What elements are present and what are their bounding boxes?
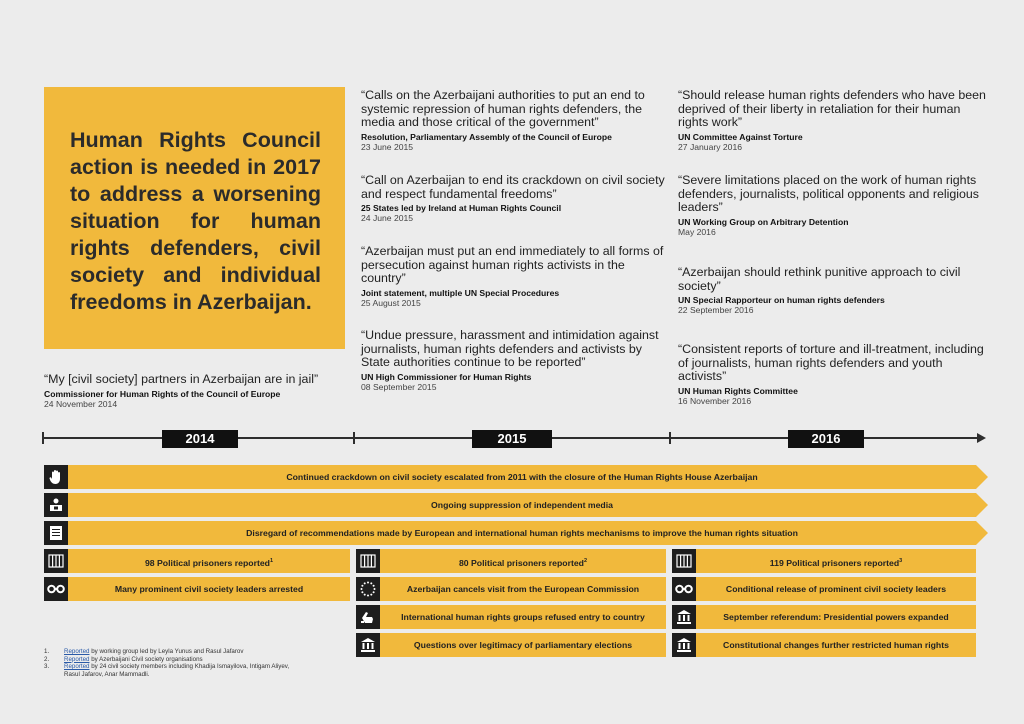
bar-prisoners-2014 <box>68 549 350 573</box>
footnote-marker: 3 <box>899 558 903 564</box>
quote-source: Commissioner for Human Rights of the Council of Europe <box>44 388 281 399</box>
quote-text: “Severe limitations placed on the work of human rights defenders, journalists, political opponents and religious leaders” <box>678 173 980 214</box>
quote-text: “My [civil society] partners in Azerbaijan are in jail” <box>44 372 319 386</box>
quote-date: 23 June 2015 <box>361 141 414 152</box>
prison-bars-icon <box>356 549 380 573</box>
quote-date: 16 November 2016 <box>678 395 752 406</box>
footnote <box>44 648 294 656</box>
document-icon <box>44 521 68 545</box>
bar-media <box>44 493 976 517</box>
quote-text: “Undue pressure, harassment and intimidation against journalists, human rights defenders and activists by State authorities continue to be reported” <box>361 328 659 369</box>
bar-ec-visit-2015 <box>380 577 666 601</box>
quote-text: “Should release human rights defenders who have been deprived of their liberty in retaliation for their human rights work” <box>678 88 986 129</box>
footnote <box>44 663 294 678</box>
prison-bars-icon <box>44 549 68 573</box>
quote-source: UN Human Rights Committee <box>678 385 798 396</box>
handcuffs-icon <box>672 577 696 601</box>
bar-elections-2015 <box>380 633 666 657</box>
timeline-tick <box>353 432 355 444</box>
footnote-marker: 2 <box>583 558 588 564</box>
footnote-text: by Azerbaijani Civil society organisations <box>89 655 203 663</box>
quote-date: 25 August 2015 <box>361 297 421 308</box>
footnote-link[interactable]: Reported <box>64 655 90 663</box>
footnote-text: by working group led by Leyla Yunus and Rasul Jafarov <box>89 648 244 655</box>
bar-entry-refused-2015 <box>380 605 666 629</box>
quote-human-rights-committee <box>678 343 988 406</box>
quote-text: “Call on Azerbaijan to end its crackdown on civil society and respect fundamental freedoms” <box>361 173 665 201</box>
bar-arrowhead <box>976 465 988 489</box>
bar-label: Continued crackdown on civil society escalated from 2011 with the closure of the Human Rights House Azerbaijan <box>286 472 758 482</box>
quote-source: UN Working Group on Arbitrary Detention <box>678 216 849 227</box>
year-2014: 2014 <box>162 430 238 448</box>
handcuffs-icon <box>44 577 68 601</box>
bar-label: Questions over legitimacy of parliamentary elections <box>413 640 633 650</box>
footnote-number: 3. <box>44 663 50 670</box>
quote-text: “Azerbaijan should rethink punitive approach to civil society” <box>678 265 961 293</box>
bar-label: 119 Political prisoners reported <box>769 557 900 568</box>
bar-label: Azerbaijan cancels visit from the European Commission <box>406 584 640 594</box>
reporter-icon <box>44 493 68 517</box>
quote-special-procedures <box>361 245 671 308</box>
quote-25-states <box>361 174 671 223</box>
bar-label: International human rights groups refused entry to country <box>401 612 645 622</box>
headline-box <box>44 87 345 349</box>
quote-date: 24 November 2014 <box>44 398 118 409</box>
quote-commissioner-coe <box>44 373 354 409</box>
stop-hand-icon <box>44 465 68 489</box>
quote-arbitrary-detention <box>678 174 988 237</box>
year-2016: 2016 <box>788 430 864 448</box>
quote-source: 25 States led by Ireland at Human Rights Council <box>361 203 562 213</box>
timeline-tick <box>42 432 44 444</box>
bar-prisoners-2015 <box>380 549 666 573</box>
quote-committee-against-torture <box>678 89 988 152</box>
bar-constitution-2016 <box>696 633 976 657</box>
government-building-icon <box>356 633 380 657</box>
quote-text: “Calls on the Azerbaijani authorities to put an end to systemic repression of human rights defenders, the media and those critical of the government” <box>361 88 645 129</box>
footnote-number: 1. <box>44 648 50 655</box>
year-2015: 2015 <box>472 430 552 448</box>
timeline-tick <box>669 432 671 444</box>
bar-label: September referendum: Presidential powers expanded <box>723 612 949 622</box>
quote-date: 08 September 2015 <box>361 381 437 392</box>
quote-date: 22 September 2016 <box>678 305 754 315</box>
footnote-marker: 1 <box>269 558 274 564</box>
footnote-text: by 24 civil society members including Khadija Ismayilova, Intigam Aliyev, Rasul Jafarov, Anar Mammadli. <box>64 663 290 678</box>
bar-recommendations <box>44 521 976 545</box>
headline: Human Rights Council action is needed in 2017 to address a worsening situation for human rights defenders, civil society and individual freedoms in Azerbaijan. <box>70 128 321 314</box>
bar-release-2016 <box>696 577 976 601</box>
quote-source: Joint statement, multiple UN Special Procedures <box>361 287 560 298</box>
bar-label: 80 Political prisoners reported <box>458 557 584 568</box>
bar-label: Ongoing suppression of independent media <box>431 500 613 510</box>
government-building-icon <box>672 633 696 657</box>
timeline-arrow <box>977 433 986 443</box>
bar-prisoners-2016 <box>696 549 976 573</box>
quote-source: UN Committee Against Torture <box>678 131 803 142</box>
bar-arrowhead <box>976 521 988 545</box>
quote-date: May 2016 <box>678 226 716 237</box>
quote-source: UN Special Rapporteur on human rights defenders <box>678 295 885 305</box>
bar-label: 98 Political prisoners reported <box>144 557 270 568</box>
bar-arrowhead <box>976 493 988 517</box>
quote-high-commissioner <box>361 329 671 392</box>
quote-source: Resolution, Parliamentary Assembly of the Council of Europe <box>361 131 612 142</box>
government-building-icon <box>672 605 696 629</box>
quote-date: 24 June 2015 <box>361 213 414 223</box>
bar-crackdown <box>44 465 976 489</box>
eu-stars-icon <box>356 577 380 601</box>
bar-referendum-2016 <box>696 605 976 629</box>
quote-date: 27 January 2016 <box>678 141 743 152</box>
footnote-number: 2. <box>44 655 50 663</box>
prison-bars-icon <box>672 549 696 573</box>
quote-special-rapporteur <box>678 266 988 315</box>
footnote-link[interactable]: Reported <box>64 648 90 655</box>
bar-label: Constitutional changes further restricted human rights <box>723 640 949 650</box>
quote-text: “Consistent reports of torture and ill-treatment, including of journalists, human rights defenders and youth activists” <box>678 342 984 383</box>
footnote <box>44 656 294 664</box>
quote-text: “Azerbaijan must put an end immediately to all forms of persecution against human rights activists in the country” <box>361 244 664 285</box>
footnotes <box>44 648 294 678</box>
footnote-link[interactable]: Reported <box>64 663 90 670</box>
bar-label: Many prominent civil society leaders arrested <box>114 584 304 594</box>
bar-label: Conditional release of prominent civil society leaders <box>725 584 947 594</box>
bar-arrested-2014 <box>68 577 350 601</box>
quote-source: UN High Commissioner for Human Rights <box>361 371 532 382</box>
bar-label: Disregard of recommendations made by European and international human rights mechanisms to improve the human rights situation <box>246 528 798 538</box>
refused-hand-icon <box>356 605 380 629</box>
quote-pace <box>361 89 671 152</box>
